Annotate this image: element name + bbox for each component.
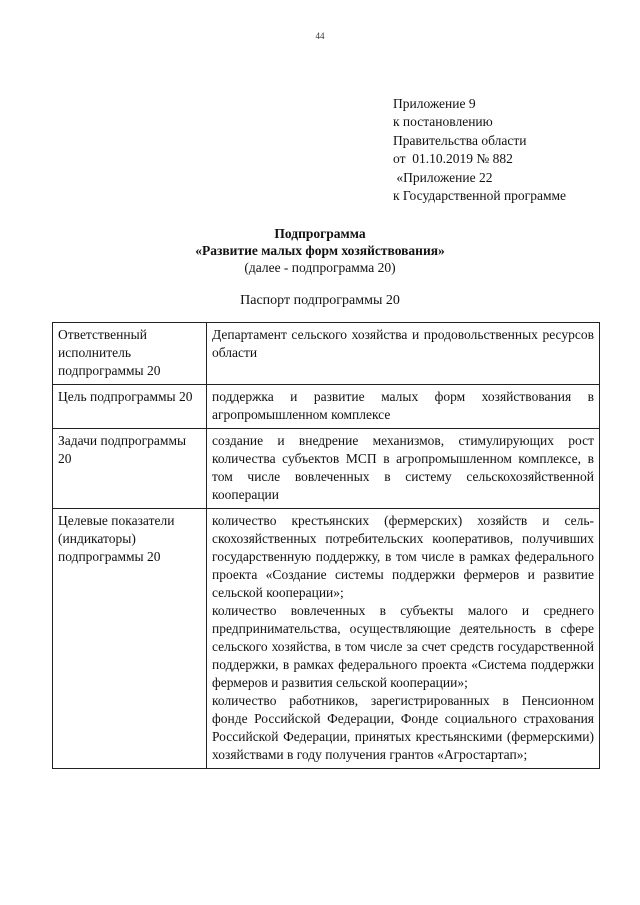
heading-note: (далее - подпрограмма 20) xyxy=(244,260,396,275)
row-label: Ответственный исполнитель подпрограммы 20 xyxy=(53,323,207,385)
passport-table xyxy=(52,322,600,769)
row-label: Задачи подпрограммы 20 xyxy=(53,429,207,509)
table-row xyxy=(53,323,600,385)
appendix-line: от 01.10.2019 № 882 xyxy=(393,151,513,167)
page-number: 44 xyxy=(315,31,325,41)
appendix-line: Приложение 9 xyxy=(393,96,476,111)
row-value: количество крестьянских (фермерских) хозяйств и сельскохозяйственных потребительских кооперативов, получивших государственную поддержку, в том числе в рамках федерального проекта «Создание системы поддержки фермеров и развитие сельской кооперации»; количество вовлеченных в субъекты малого и среднего предпринимательства, осуществляющие деятельность в сфере сельского хозяйства, в том числе за счет средств государственной поддержки, в рамках федерального проекта «Система поддержки фермеров и развития сельской кооперации»; количество работников, зарегистрированных в Пенсионном фонде Российской Федерации, Фонде социального страхования Российской Федерации, принятых крестьянскими (фермерскими) хозяйствами в году получения грантов «Агростартап»; xyxy=(207,509,600,769)
subprogram-heading xyxy=(0,225,640,276)
row-label: Цель подпрограммы 20 xyxy=(53,385,207,429)
appendix-block xyxy=(393,95,566,205)
appendix-line: «Приложение 22 xyxy=(393,169,493,185)
row-label: Целевые показатели (индикаторы) подпрограммы 20 xyxy=(53,509,207,769)
appendix-line: Правительства области xyxy=(393,132,527,148)
heading-subtitle: «Развитие малых форм хозяйствования» xyxy=(195,243,445,258)
passport-title: Паспорт подпрограммы 20 xyxy=(240,293,400,308)
row-value: создание и внедрение механизмов, стимулирующих рост количества субъектов МСП в агропромышленном комплексе, в том числе вовлеченных в систему сельскохозяйственной кооперации xyxy=(207,429,600,509)
table-row xyxy=(53,429,600,509)
table-row xyxy=(53,385,600,429)
appendix-line: к постановлению xyxy=(393,114,493,130)
table-row xyxy=(53,509,600,769)
appendix-line: к Государственной программе xyxy=(393,187,567,203)
row-value: Департамент сельского хозяйства и продовольственных ресурсов области xyxy=(207,323,600,385)
heading-title: Подпрограмма xyxy=(274,226,366,241)
row-value: поддержка и развитие малых форм хозяйствования в агропромышленном комплексе xyxy=(207,385,600,429)
